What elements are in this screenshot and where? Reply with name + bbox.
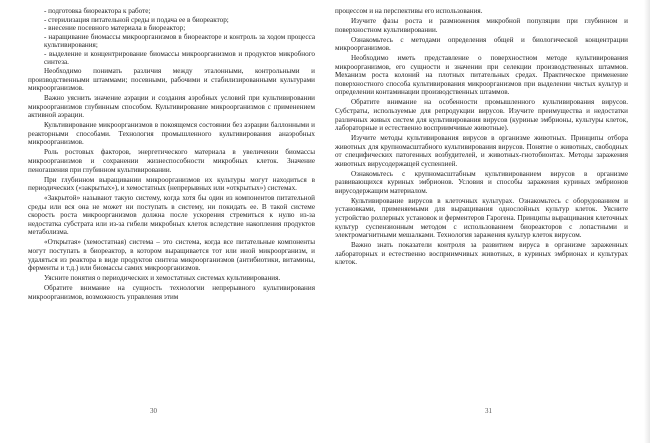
paragraph: Необходимо иметь представление о поверхностном методе культивирования микроорганизмов, его сущности и значении при селекции производственных штаммов. Механизм роста колоний на плотных питательных средах. Практическое применение поверхностного способа культивирования микроорганизмов при выделении чистых культур и определении контаминации производственных штаммов. [335, 54, 628, 97]
list-item: - подготовка биореактора к работе; [44, 7, 151, 15]
paragraph: При глубинном выращивании микроорганизмов их культуры могут находиться в периодических («закрытых»), и хемостатных (непрерывных или «открытых») системах. [28, 175, 315, 193]
paragraph: Культивирование вирусов в клеточных культурах. Ознакомьтесь с оборудованием и установками, применяемыми для выращивания однослойных культур клеток. Уясните устройство роллерных установок и ферментеров Гарогена. Принципы выращивания клеточных культур суспензионным методом с использованием биореакторов с лопастными и электромагнитными мешалками. Технология заражения культур клеток вирусом. [335, 196, 628, 240]
paragraph: Культивирование микроорганизмов в покоящемся состоянии без аэрации баллонными и реакторными способами. Технология промышленного культивирования анаэробных микроорганизмов. [28, 121, 315, 147]
paragraph: Ознакомьтесь с методами определения общей и биологической концентрации микроорганизмов. [335, 35, 628, 53]
paragraph: Ознакомьтесь с крупномасштабным культивированием вирусов в организме развивающихся куриных эмбрионов. Условия и способы заражения куриных эмбрионов вирусодержащим материалом. [335, 169, 628, 195]
paragraph: Важно уяснить значение аэрации и создания аэробных условий при культивировании микроорганизмов глубинным способом. Культивирование микроорганизмов с применением активной аэрации. [28, 94, 315, 120]
paragraph: «Открытая» (хемостатная) система – это система, когда все питательные компоненты могут поступать в биореактор, в котором выращивается тот или иной микроорганизм, и удаляться из реактора в виде продуктов синтеза микроорганизмов (антибиотики, витамины, ферменты и т.д.) или биомассы самих микроорганизмов. [28, 238, 315, 273]
page-edge-shadow [644, 0, 650, 443]
list-item: - стерилизация питательной среды и подача ее в биореактор; [44, 15, 229, 24]
right-page-text [335, 7, 628, 267]
list-item: - внесение посевного материала в биореактор; [44, 24, 186, 33]
paragraph: Важно знать показатели контроля за развитием вируса в организме зараженных лабораторных и естественно восприимчивых животных, в куриных эмбрионах и культурах клеток. [335, 241, 628, 267]
list-item: - выделение и концентрирование биомассы микроорганизмов и продуктов микробного синтеза. [44, 49, 315, 67]
left-page-text [28, 7, 315, 301]
paragraph: процессом и на перспективы его использования. [335, 7, 483, 15]
right-page [325, 0, 650, 443]
paragraph: Обратите внимание на особенности промышленного культивирования вирусов. Субстраты, используемые для репродукции вирусов. Изучите преимущества и недостатки различных живых систем для культивирования вирусов (куриные эмбрионы, культуры клеток, лабораторные и естественно восприимчивые животные). [335, 98, 628, 133]
paragraph: Необходимо понимать различия между эталонными, контрольными и производственными штаммами; посевными, рабочими и стабилизированными культурами микроорганизмов. [28, 67, 315, 93]
paragraph: Уясните понятия о периодических и хемостатных системах культивирования. [44, 274, 281, 283]
page-number: 31 [485, 407, 492, 415]
paragraph: Изучите фазы роста и размножения микробной популяции при глубинном и поверхностном культивировании. [335, 16, 628, 34]
list-item: - наращивание биомассы микроорганизмов в биореакторе и контроль за ходом процесса культивирования; [44, 32, 315, 50]
paragraph: «Закрытой» называют такую систему, когда хотя бы один из компонентов питательной среды или вся она не может ни поступать в систему, ни покидать ее. В такой системе скорость роста микроорганизмов должна после ускорения стремиться к нулю из-за недостатка субстрата или из-за гибели микробных клеток вследствие накопления продуктов метаболизма. [28, 194, 315, 237]
paragraph: Обратите внимание на сущность технологии непрерывного культивирования микроорганизмов, возможность управления этим [28, 284, 315, 301]
paragraph: Изучите методы культивирования вирусов в организме животных. Принципы отбора животных для крупномасштабного культивирования вирусов. Понятие о животных, свободных от специфических патогенных возбудителей, и животных-гнотобионтах. Методы заражения животных вирусодержащей суспензией. [335, 134, 628, 168]
paragraph: Роль ростовых факторов, энергетического материала в увеличении биомассы микроорганизмов и сохранении жизнеспособности микробных клеток. Значение пеногашения при глубинном культивировании. [28, 148, 315, 174]
page-number: 30 [150, 407, 157, 415]
